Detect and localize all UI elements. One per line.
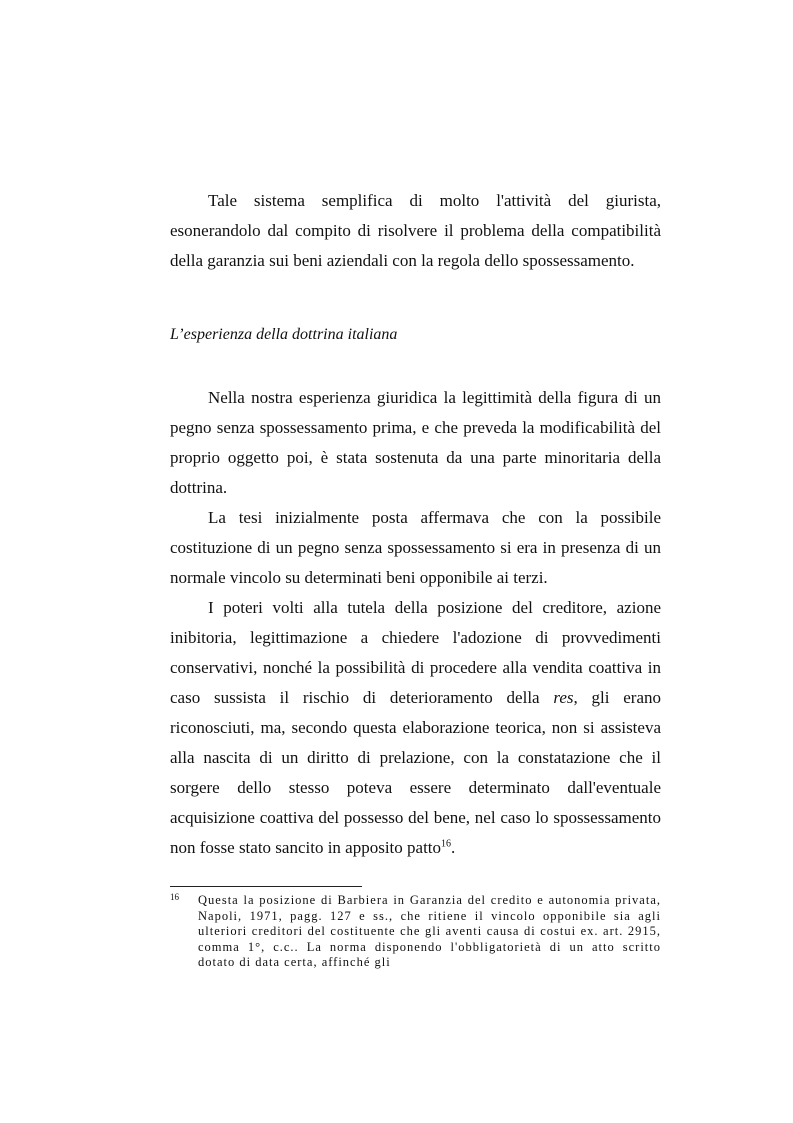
intro-paragraph: Tale sistema semplifica di molto l'attività del giurista, esonerandolo dal compito di risolvere il problema della compatibilità della garanzia sui beni aziendali con la regola dello spossessamento. [170,191,661,270]
intro-paragraph-block [170,186,661,276]
body-paragraph-2: La tesi inizialmente posta affermava che con la possibile costituzione di un pegno senza spossessamento si era in presenza di un normale vincolo su determinati beni opponibile ai terzi. [170,508,661,587]
paragraph-3-text-a: I poteri volti alla tutela della posizione del creditore, azione inibitoria, legittimazione a chiedere l'adozione di provvedimenti conservativi, nonché la possibilità di procedere alla vendita coattiva in caso sussista il rischio di deterioramento della [170,598,661,707]
body-paragraph-1: Nella nostra esperienza giuridica la legittimità della figura di un pegno senza spossessamento prima, e che preveda la modificabilità del proprio oggetto poi, è stata sostenuta da una parte minoritaria della dottrina. [170,388,661,497]
footnote-separator [170,886,362,887]
footnote-text: Questa la posizione di Barbiera in Garanzia del credito e autonomia privata, Napoli, 1971, pagg. 127 e ss., che ritiene il vincolo opponibile sia agli ulteriori creditori del costituente che gli aventi causa di costui ex. art. 2915, comma 1°, c.c.. La norma disponendo l'obbligatorietà di un atto scritto dotato di data certa, affinché gli [198,893,661,969]
footnote-number: 16 [170,892,179,902]
footnote-reference[interactable]: 16 [441,838,452,850]
paragraph-3-text-b: , gli erano riconosciuti, ma, secondo questa elaborazione teorica, non si assisteva alla nascita di un diritto di prelazione, con la constatazione che il sorgere dello stesso poteva essere determinato dall'eventuale acquisizione coattiva del possesso del bene, nel caso lo spossessamento non fosse stato sancito in apposito patto [170,688,661,857]
italic-term-res: res [553,688,574,707]
body-paragraphs [170,383,661,863]
section-heading: L’esperienza della dottrina italiana [170,326,398,343]
footnote [170,893,661,971]
body-paragraph-3 [170,593,661,863]
paragraph-3-end: . [451,838,456,857]
